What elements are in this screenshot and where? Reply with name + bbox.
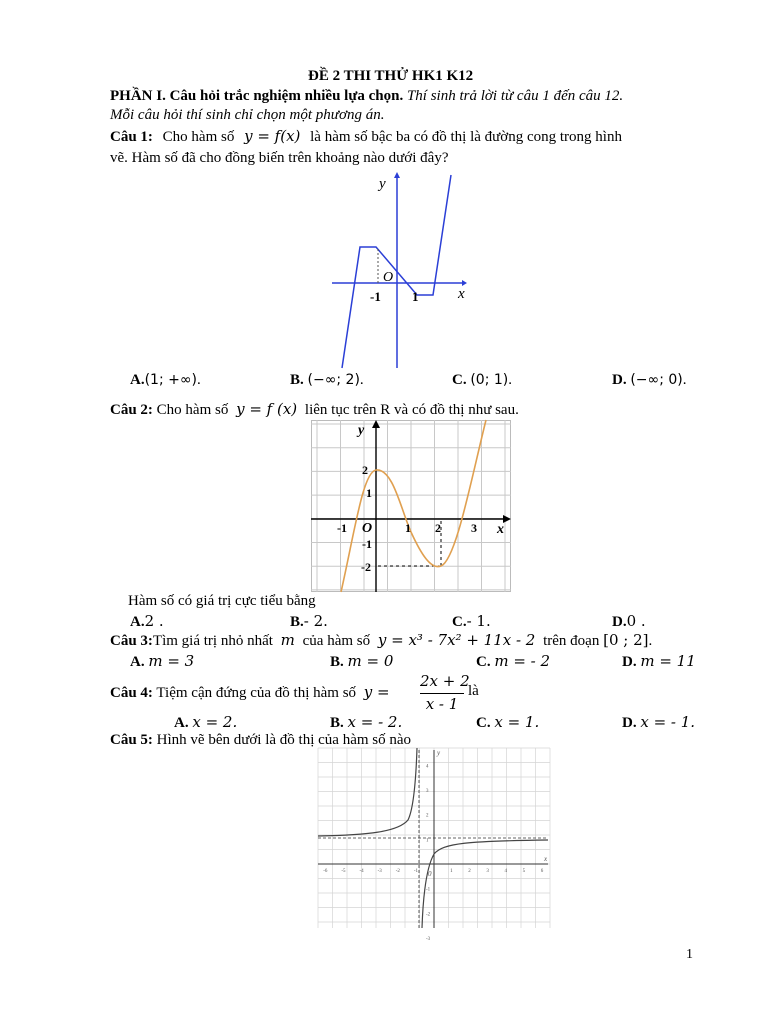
q4-option-d-label: D. (622, 715, 637, 731)
question-1-line-1 (110, 127, 622, 146)
q5-x-tick: -4 (359, 869, 364, 874)
question-4-fraction-bar (420, 693, 464, 694)
q4-option-b-label: B. (330, 715, 344, 731)
question-4-numerator: 2x + 2 (420, 672, 470, 690)
question-3-label: Câu 3: (110, 633, 153, 649)
q2-x-tick-2: 2 (435, 521, 441, 535)
option-a-tail: . (196, 372, 201, 388)
q5-x-tick: 2 (468, 869, 471, 874)
question-2-line-1 (110, 400, 519, 419)
question-4-text-a: Tiệm cận đứng của đồ thị hàm số (156, 685, 357, 701)
question-2-label: Câu 2: (110, 402, 153, 418)
q3-option-c-value: m = - 2 (494, 652, 551, 670)
q5-curve-right (422, 840, 548, 928)
question-1-option-b[interactable] (290, 372, 364, 389)
q5-y-tick: 1 (426, 838, 429, 844)
q2-y-tick-m1: -1 (362, 537, 372, 551)
question-5-graph (318, 748, 550, 942)
q5-x-tick: 1 (450, 869, 453, 874)
q5-x-tick: 3 (486, 869, 489, 874)
question-3-option-b[interactable] (330, 652, 393, 671)
question-2-text-b: liên tục trên R và có đồ thị như sau. (304, 402, 519, 418)
q2-option-b-value: - 2. (303, 612, 328, 630)
q5-y-tick: 2 (426, 813, 429, 819)
question-1-graph (320, 170, 470, 370)
page-number: 1 (686, 947, 693, 962)
q4-option-c-label: C. (476, 715, 491, 731)
question-3-tail: . (648, 633, 653, 649)
question-1-option-c[interactable] (452, 372, 512, 389)
q2-x-label: x (497, 522, 504, 537)
question-5-text: Hình vẽ bên dưới là đồ thị của hàm số nào (156, 732, 412, 748)
option-a-value: (1; +∞) (144, 372, 197, 388)
question-2-graph (311, 420, 511, 592)
q5-y-tick: -3 (426, 936, 431, 942)
q3-option-c-label: C. (476, 654, 491, 670)
q2-y-tick-1: 1 (366, 486, 372, 500)
q4-option-d-value: x = - 1. (640, 713, 696, 731)
question-4-line (110, 683, 390, 702)
q4-option-c-value: x = 1. (494, 713, 540, 731)
q2-option-d-label: D. (612, 614, 627, 630)
part-instruction-2: Mỗi câu hỏi thí sinh chỉ chọn một phương án. (110, 107, 385, 123)
q5-x-tick: -5 (341, 869, 346, 874)
q1-y-label: y (379, 176, 386, 192)
q2-origin: O (362, 521, 373, 536)
q5-x-label: x (544, 855, 548, 863)
question-1-text-b: là hàm số bậc ba có đồ thị là đường cong trong hình (310, 129, 622, 145)
question-2-text-a: Cho hàm số (156, 402, 229, 418)
q2-option-a-value: 2 . (144, 612, 164, 630)
q2-x-tick-1: 1 (405, 521, 411, 535)
q2-y-tick-m2: -2 (361, 560, 371, 574)
q4-option-b-value: x = - 2. (347, 713, 403, 731)
q5-x-tick: 6 (540, 869, 544, 874)
question-3-text-a: Tìm giá trị nhỏ nhất (152, 633, 273, 649)
question-1-option-a[interactable] (130, 372, 201, 389)
q5-x-tick: 4 (504, 869, 507, 874)
question-5-label: Câu 5: (110, 732, 153, 748)
q1-tick-pos: 1 (412, 289, 419, 304)
question-3-text-b: của hàm số (302, 633, 371, 649)
question-2-prompt: Hàm số có giá trị cực tiểu bằng (128, 593, 316, 609)
q4-option-a-label: A. (174, 715, 189, 731)
question-4-denominator: x - 1 (425, 695, 459, 713)
q3-option-a-value: m = 3 (148, 652, 195, 670)
option-b-value: (−∞; 2) (307, 372, 360, 388)
q3-option-d-label: D. (622, 654, 637, 670)
q4-option-a-value: x = 2. (192, 713, 238, 731)
q5-y-label: y (437, 749, 441, 757)
q2-option-b-label: B. (290, 614, 304, 630)
q5-origin: 0 (428, 870, 432, 878)
q5-x-tick: -1 (413, 869, 419, 874)
q3-option-a-label: A. (130, 654, 145, 670)
q2-y-tick-2: 2 (362, 463, 368, 477)
question-1-line-2: vẽ. Hàm số đã cho đồng biến trên khoảng nào dưới đây? (110, 150, 449, 166)
option-d-tail: . (682, 372, 687, 388)
q2-x-tick-m1: -1 (337, 521, 347, 535)
question-3-text-c: trên đoạn (543, 633, 600, 649)
question-3-line (110, 631, 652, 650)
option-c-value: (0; 1) (470, 372, 509, 388)
question-2-option-b[interactable] (290, 612, 328, 631)
q2-option-c-value: - 1. (466, 612, 491, 630)
q2-option-c-label: C. (452, 614, 467, 630)
q5-y-tick: 3 (426, 789, 429, 795)
question-3-function: y = x³ - 7x² + 11x - 2 (377, 631, 536, 649)
q2-x-tick-3: 3 (471, 521, 477, 535)
option-c-label: C. (452, 372, 467, 388)
option-d-value: (−∞; 0) (630, 372, 683, 388)
question-2-option-c[interactable] (452, 612, 491, 631)
question-5-line (110, 732, 411, 749)
question-2-option-a[interactable] (130, 612, 164, 631)
option-b-label: B. (290, 372, 304, 388)
q3-option-d-value: m = 11 (640, 652, 696, 670)
option-b-tail: . (359, 372, 364, 388)
part-heading-line (110, 88, 623, 105)
q3-option-b-value: m = 0 (347, 652, 394, 670)
question-3-option-c[interactable] (476, 652, 550, 671)
question-4-label: Câu 4: (110, 685, 153, 701)
q5-x-tick: -3 (377, 869, 382, 874)
question-4-option-c[interactable] (476, 713, 539, 732)
question-2-function: y = f (x) (236, 400, 298, 418)
option-d-label: D. (612, 372, 627, 388)
question-4-text-b: là (468, 683, 479, 699)
question-1-label: Câu 1: (110, 129, 153, 145)
q2-option-a-label: A. (130, 614, 145, 630)
document-title: ĐỀ 2 THI THỬ HK1 K12 (308, 68, 474, 84)
question-3-option-a[interactable] (130, 652, 194, 671)
question-3-var: m (280, 631, 295, 649)
question-3-interval: [0 ; 2] (603, 631, 649, 649)
question-4-option-b[interactable] (330, 713, 402, 732)
question-4-lhs: y = (363, 683, 390, 701)
question-4-option-a[interactable] (174, 713, 237, 732)
q5-y-tick: -1 (426, 887, 431, 893)
question-1-option-d[interactable] (612, 372, 686, 389)
q5-x-tick: 5 (522, 869, 526, 874)
q5-y-tick: -2 (426, 912, 431, 918)
question-3-option-d[interactable] (622, 652, 696, 671)
option-a-label: A. (130, 372, 145, 388)
question-1-text-a: Cho hàm số (162, 129, 235, 145)
question-4-option-d[interactable] (622, 713, 695, 732)
q1-x-label: x (458, 286, 465, 302)
q2-y-label: y (358, 423, 365, 438)
q5-curve-left (318, 748, 417, 836)
question-2-option-d[interactable] (612, 612, 646, 631)
q5-x-tick: -6 (323, 869, 328, 874)
q1-origin-label: O (383, 270, 394, 285)
q3-option-b-label: B. (330, 654, 344, 670)
q5-y-tick: 4 (426, 764, 429, 770)
q5-x-tick: -2 (395, 869, 400, 874)
q2-option-d-value: 0 . (626, 612, 646, 630)
part-heading: PHẦN I. Câu hỏi trắc nghiệm nhiều lựa chọn. (110, 88, 404, 104)
option-c-tail: . (508, 372, 512, 388)
part-instruction-1: Thí sinh trả lời từ câu 1 đến câu 12. (406, 88, 624, 104)
q1-tick-neg: -1 (370, 289, 381, 304)
question-1-function: y = f(x) (244, 127, 301, 145)
q1-y-arrow (394, 172, 400, 178)
